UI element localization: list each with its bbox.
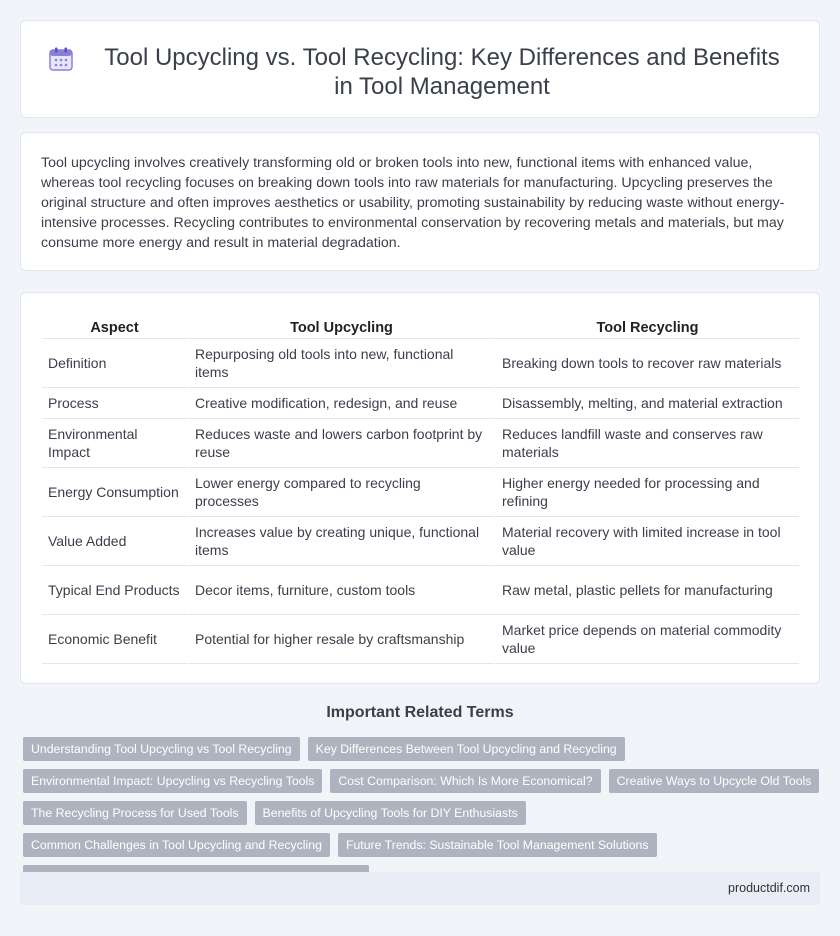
- table-row: [42, 468, 799, 517]
- table-row: [42, 339, 799, 388]
- table-row: [42, 388, 799, 419]
- intro-paragraph: Tool upcycling involves creatively transforming old or broken tools into new, functional items with enhanced value, whereas tool recycling focuses on breaking down tools into raw materials for manufacturing. Upcycling preserves the original structure and often improves aesthetics or usability, promoting sustainability by reducing waste without energy-intensive processes. Recycling contributes to environmental conservation by recovering metals and materials, but may consume more energy and result in material degradation.: [41, 155, 785, 251]
- related-term-tag[interactable]: Future Trends: Sustainable Tool Management Solutions: [338, 833, 657, 857]
- table-cell: Value Added: [42, 517, 187, 566]
- table-row: [42, 419, 799, 468]
- related-terms-title: Important Related Terms: [326, 704, 514, 721]
- table-cell: Typical End Products: [42, 566, 187, 615]
- related-term-tag[interactable]: Creative Ways to Upcycle Old Tools: [609, 769, 820, 793]
- related-term-tag[interactable]: Common Challenges in Tool Upcycling and Recycling: [23, 833, 330, 857]
- table-cell: Reduces landfill waste and conserves raw materials: [494, 419, 799, 468]
- intro-card: [20, 132, 820, 271]
- table-header-row: [42, 317, 799, 339]
- header-tool-upcycling: Tool Upcycling: [187, 317, 494, 339]
- table-cell: Disassembly, melting, and material extraction: [494, 388, 799, 419]
- table-cell: Potential for higher resale by craftsmanship: [187, 615, 494, 664]
- related-term-tag[interactable]: Cost Comparison: Which Is More Economical?: [330, 769, 600, 793]
- table-cell: Breaking down tools to recover raw materials: [494, 339, 799, 388]
- table-cell: Reduces waste and lowers carbon footprint by reuse: [187, 419, 494, 468]
- table-cell: Decor items, furniture, custom tools: [187, 566, 494, 615]
- header-card: [20, 20, 820, 118]
- page-title: Tool Upcycling vs. Tool Recycling: Key Differences and Benefits in Tool Management: [104, 44, 780, 100]
- table-cell: Repurposing old tools into new, functional items: [187, 339, 494, 388]
- footer: [20, 872, 820, 905]
- table-cell: Economic Benefit: [42, 615, 187, 664]
- table-cell: Higher energy needed for processing and refining: [494, 468, 799, 517]
- table-row: [42, 566, 799, 615]
- table-cell: Energy Consumption: [42, 468, 187, 517]
- related-term-tag[interactable]: Understanding Tool Upcycling vs Tool Recycling: [23, 737, 300, 761]
- table-cell: Environmental Impact: [42, 419, 187, 468]
- header-tool-recycling: Tool Recycling: [494, 317, 799, 339]
- table-cell: Definition: [42, 339, 187, 388]
- related-term-tag[interactable]: Benefits of Upcycling Tools for DIY Enthusiasts: [255, 801, 526, 825]
- table-row: [42, 615, 799, 664]
- table-cell: Creative modification, redesign, and reuse: [187, 388, 494, 419]
- table-cell: Material recovery with limited increase in tool value: [494, 517, 799, 566]
- footer-site-link[interactable]: productdif.com: [728, 881, 810, 895]
- table-cell: Increases value by creating unique, functional items: [187, 517, 494, 566]
- table-cell: Market price depends on material commodity value: [494, 615, 799, 664]
- table-cell: Raw metal, plastic pellets for manufacturing: [494, 566, 799, 615]
- table-cell: Lower energy compared to recycling processes: [187, 468, 494, 517]
- related-term-tag[interactable]: The Recycling Process for Used Tools: [23, 801, 247, 825]
- table-cell: Process: [42, 388, 187, 419]
- related-terms-list: [23, 737, 823, 889]
- related-term-tag[interactable]: Key Differences Between Tool Upcycling and Recycling: [308, 737, 625, 761]
- comparison-table-card: [20, 292, 820, 684]
- comparison-table: [42, 317, 799, 664]
- header-aspect: Aspect: [42, 317, 187, 339]
- related-term-tag[interactable]: Environmental Impact: Upcycling vs Recycling Tools: [23, 769, 322, 793]
- table-row: [42, 517, 799, 566]
- calendar-icon: [48, 46, 74, 72]
